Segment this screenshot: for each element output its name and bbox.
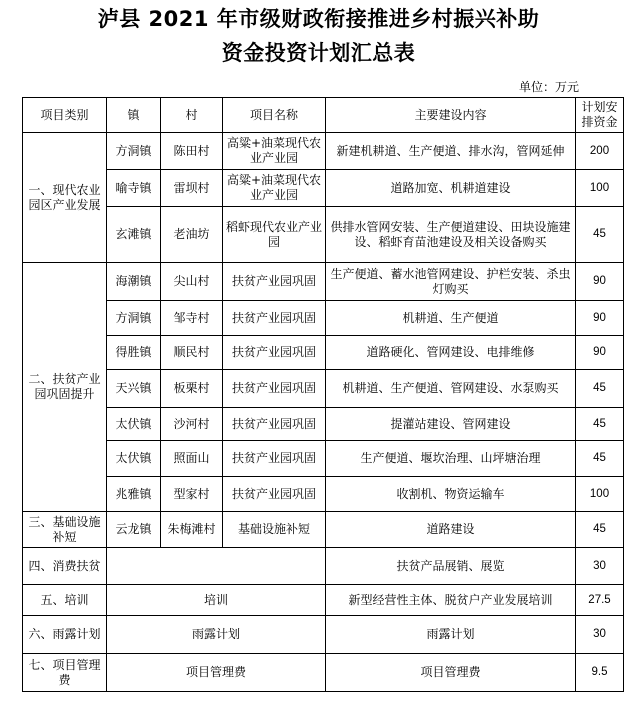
- town-cell: 天兴镇: [107, 370, 161, 408]
- village-cell: 陈田村: [161, 133, 223, 170]
- project-cell: [107, 548, 326, 585]
- header-project: 项目名称: [223, 98, 326, 133]
- town-cell: 得胜镇: [107, 336, 161, 370]
- table-row: [23, 512, 624, 548]
- project-cell: 基础设施补短: [223, 512, 326, 548]
- town-cell: 太伏镇: [107, 408, 161, 441]
- content-cell: 扶贫产品展销、展览: [326, 548, 576, 585]
- amount-cell: 30: [576, 548, 624, 585]
- content-cell: 供排水管网安装、生产便道建设、田块设施建设、稻虾育苗池建设及相关设备购买: [326, 207, 576, 263]
- amount-cell: 45: [576, 512, 624, 548]
- category-cell: 七、项目管理费: [23, 654, 107, 692]
- town-cell: 喻寺镇: [107, 170, 161, 207]
- table-row: [23, 548, 624, 585]
- table-row: [23, 441, 624, 477]
- amount-cell: 90: [576, 336, 624, 370]
- amount-cell: 100: [576, 170, 624, 207]
- table-row: [23, 207, 624, 263]
- table-row: [23, 585, 624, 616]
- content-cell: 机耕道、生产便道、管网建设、水泵购买: [326, 370, 576, 408]
- category-cell: 一、现代农业园区产业发展: [23, 133, 107, 263]
- table-row: [23, 133, 624, 170]
- table-row: [23, 370, 624, 408]
- village-cell: 板栗村: [161, 370, 223, 408]
- content-cell: 提灌站建设、管网建设: [326, 408, 576, 441]
- town-cell: 兆雅镇: [107, 477, 161, 512]
- amount-cell: 45: [576, 408, 624, 441]
- project-cell: 高粱+油菜现代农业产业园: [223, 133, 326, 170]
- village-cell: 邹寺村: [161, 301, 223, 336]
- amount-cell: 90: [576, 263, 624, 301]
- table-row: [23, 616, 624, 654]
- town-cell: 方洞镇: [107, 133, 161, 170]
- village-cell: 型家村: [161, 477, 223, 512]
- table-row: [23, 170, 624, 207]
- table-row: [23, 336, 624, 370]
- content-cell: 雨露计划: [326, 616, 576, 654]
- project-cell: 雨露计划: [107, 616, 326, 654]
- header-category: 项目类别: [23, 98, 107, 133]
- project-cell: 扶贫产业园巩固: [223, 263, 326, 301]
- amount-cell: 45: [576, 370, 624, 408]
- amount-cell: 45: [576, 207, 624, 263]
- funding-plan-table: [22, 97, 624, 692]
- header-village: 村: [161, 98, 223, 133]
- amount-cell: 30: [576, 616, 624, 654]
- amount-cell: 90: [576, 301, 624, 336]
- village-cell: 沙河村: [161, 408, 223, 441]
- table-row: [23, 301, 624, 336]
- header-amount: 计划安排资金: [576, 98, 624, 133]
- table-row: [23, 408, 624, 441]
- category-cell: 四、消费扶贫: [23, 548, 107, 585]
- town-cell: 海潮镇: [107, 263, 161, 301]
- project-cell: 扶贫产业园巩固: [223, 441, 326, 477]
- category-cell: 六、雨露计划: [23, 616, 107, 654]
- content-cell: 新型经营性主体、脱贫户产业发展培训: [326, 585, 576, 616]
- amount-cell: 100: [576, 477, 624, 512]
- page-title-line2: 资金投资计划汇总表: [221, 41, 416, 65]
- amount-cell: 200: [576, 133, 624, 170]
- content-cell: 新建机耕道、生产便道、排水沟，管网延伸: [326, 133, 576, 170]
- table-row: [23, 477, 624, 512]
- page-title-line1: 泸县 2021 年市级财政衔接推进乡村振兴补助: [97, 7, 540, 31]
- category-cell: 三、基础设施补短: [23, 512, 107, 548]
- content-cell: 生产便道、堰坎治理、山坪塘治理: [326, 441, 576, 477]
- content-cell: 道路硬化、管网建设、电排维修: [326, 336, 576, 370]
- project-cell: 扶贫产业园巩固: [223, 301, 326, 336]
- village-cell: 雷坝村: [161, 170, 223, 207]
- amount-cell: 27.5: [576, 585, 624, 616]
- content-cell: 道路加宽、机耕道建设: [326, 170, 576, 207]
- header-town: 镇: [107, 98, 161, 133]
- project-cell: 扶贫产业园巩固: [223, 477, 326, 512]
- village-cell: 照面山: [161, 441, 223, 477]
- unit-label: 单位：万元: [518, 80, 579, 94]
- project-cell: 培训: [107, 585, 326, 616]
- content-cell: 机耕道、生产便道: [326, 301, 576, 336]
- content-cell: 项目管理费: [326, 654, 576, 692]
- town-cell: 玄滩镇: [107, 207, 161, 263]
- amount-cell: 45: [576, 441, 624, 477]
- header-content: 主要建设内容: [326, 98, 576, 133]
- village-cell: 尖山村: [161, 263, 223, 301]
- content-cell: 生产便道、蓄水池管网建设、护栏安装、杀虫灯购买: [326, 263, 576, 301]
- village-cell: 老油坊: [161, 207, 223, 263]
- content-cell: 收割机、物资运输车: [326, 477, 576, 512]
- project-cell: 扶贫产业园巩固: [223, 408, 326, 441]
- project-cell: 扶贫产业园巩固: [223, 370, 326, 408]
- category-cell: 五、培训: [23, 585, 107, 616]
- village-cell: 朱梅滩村: [161, 512, 223, 548]
- town-cell: 云龙镇: [107, 512, 161, 548]
- table-header-row: [23, 98, 624, 133]
- table-row: [23, 263, 624, 301]
- town-cell: 方洞镇: [107, 301, 161, 336]
- project-cell: 扶贫产业园巩固: [223, 336, 326, 370]
- table-row: [23, 654, 624, 692]
- town-cell: 太伏镇: [107, 441, 161, 477]
- project-cell: 稻虾现代农业产业园: [223, 207, 326, 263]
- project-cell: 高粱+油菜现代农业产业园: [223, 170, 326, 207]
- project-cell: 项目管理费: [107, 654, 326, 692]
- content-cell: 道路建设: [326, 512, 576, 548]
- village-cell: 顺民村: [161, 336, 223, 370]
- amount-cell: 9.5: [576, 654, 624, 692]
- category-cell: 二、扶贫产业园巩固提升: [23, 263, 107, 512]
